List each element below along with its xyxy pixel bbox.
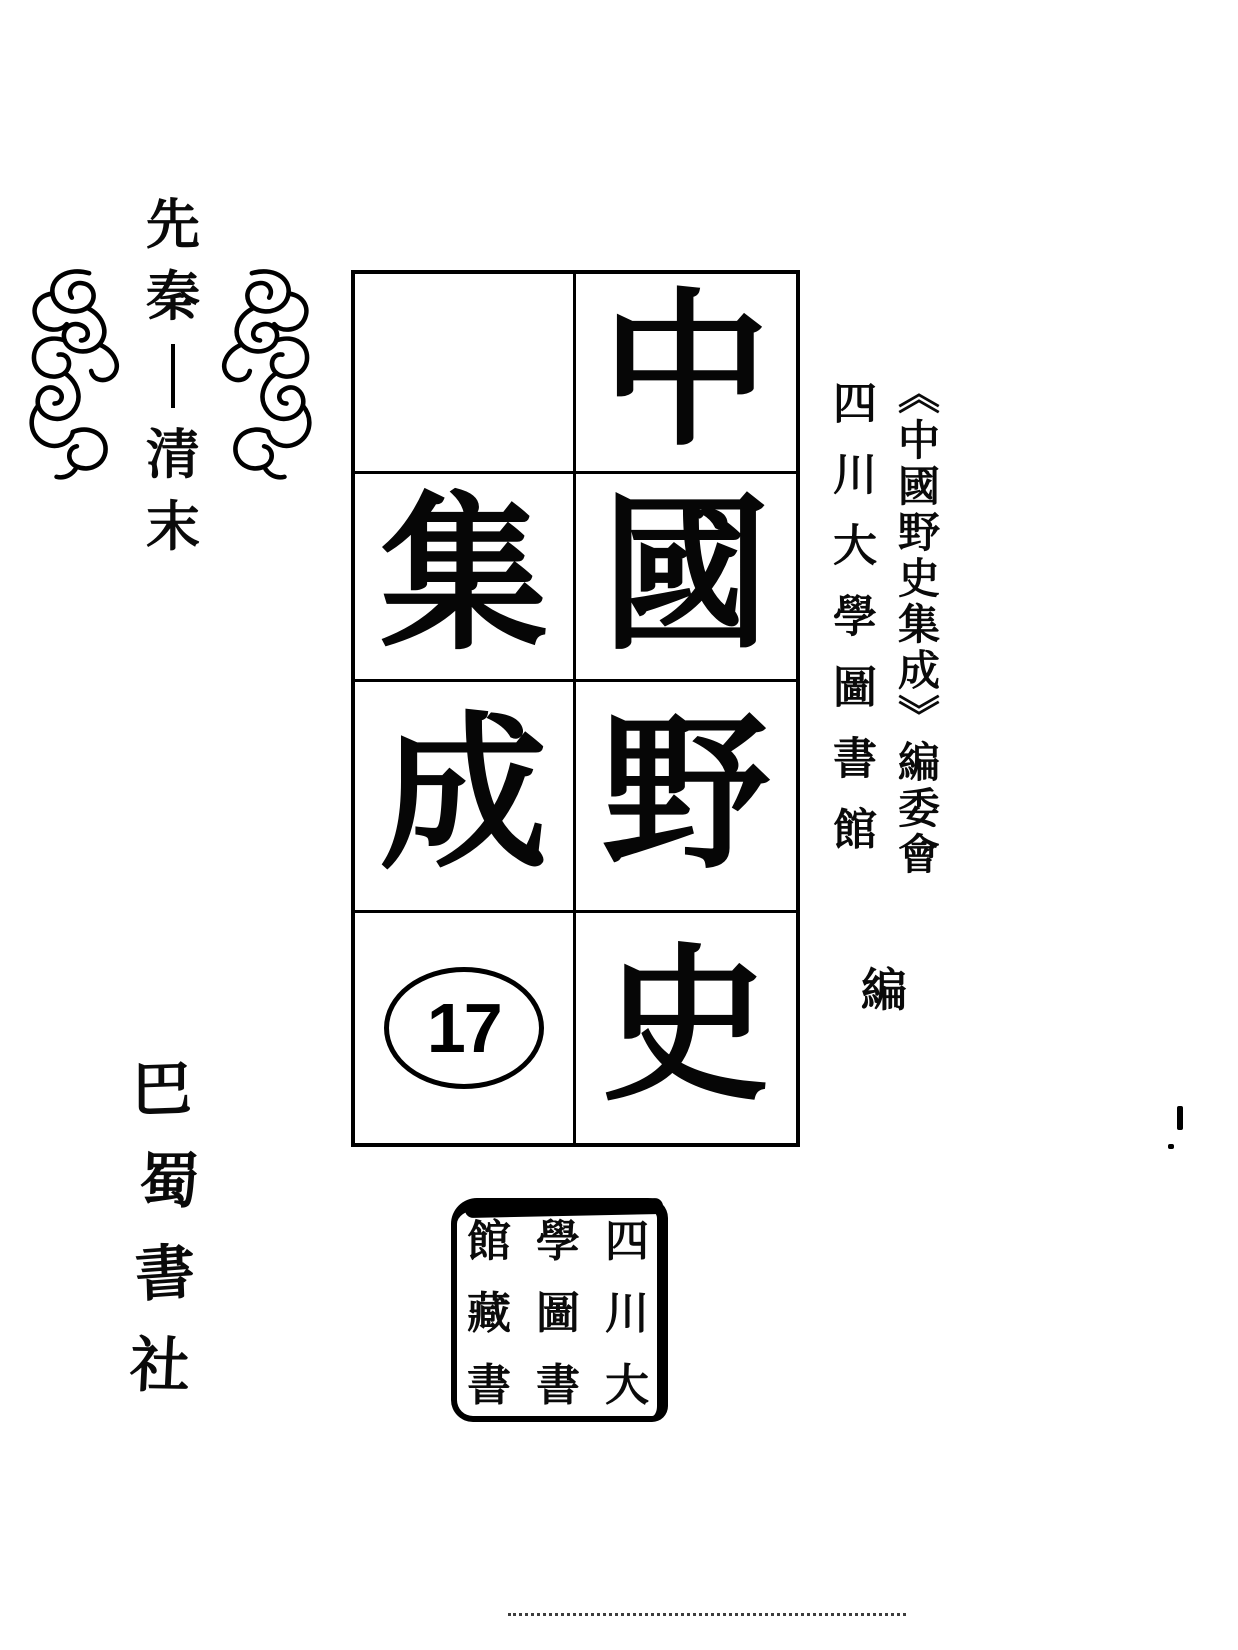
title-grid — [351, 270, 800, 1147]
scan-speck — [1177, 1106, 1183, 1130]
editor-suffix: 編 — [861, 965, 907, 1016]
title-grid-cell: 史 — [601, 935, 770, 1121]
title-grid-cell: 成 — [355, 682, 576, 913]
seal-char: 館 — [467, 1217, 511, 1266]
title-grid-cell: 野 — [576, 682, 797, 913]
title-grid-cell: 國 — [576, 474, 797, 682]
seal-column — [605, 1217, 649, 1410]
title-grid-cell: 中 — [576, 274, 797, 474]
seal-char: 大 — [605, 1361, 649, 1410]
title-grid-cell-volume — [355, 913, 576, 1143]
title-grid-cell-empty — [355, 274, 576, 474]
era-char: 末 — [146, 497, 200, 557]
seal-char: 學 — [536, 1217, 580, 1266]
era-range-label — [141, 195, 205, 557]
editorial-board-line: 《中國野史集成》編委會 — [892, 372, 938, 878]
library-collection-seal — [451, 1198, 668, 1422]
seal-column — [536, 1217, 580, 1410]
publisher-char: 蜀 — [137, 1148, 201, 1215]
seal-char: 四 — [605, 1217, 649, 1266]
scan-speck — [1168, 1144, 1174, 1149]
seal-char: 川 — [605, 1289, 649, 1338]
seal-char: 圖 — [536, 1289, 580, 1338]
seal-char: 藏 — [467, 1289, 511, 1338]
title-grid-cell: 集 — [355, 474, 576, 682]
era-char: 先 — [146, 195, 200, 255]
library-line: 四川大學圖書館 — [826, 380, 875, 877]
publisher-name — [116, 1055, 208, 1400]
era-char: 秦 — [146, 267, 200, 327]
scan-noise-dotted-line — [508, 1613, 906, 1616]
cloud-scroll-ornament-right-icon — [203, 266, 315, 482]
publisher-char: 書 — [133, 1238, 197, 1309]
era-dash-line — [171, 344, 175, 408]
cloud-scroll-ornament-left-icon — [26, 266, 138, 482]
era-char: 清 — [146, 425, 200, 485]
seal-char: 書 — [536, 1361, 580, 1410]
seal-column — [467, 1217, 511, 1410]
seal-char: 書 — [467, 1361, 511, 1410]
publisher-char: 社 — [128, 1332, 192, 1400]
volume-number-badge: 17 — [384, 967, 544, 1089]
publisher-char: 巴 — [132, 1055, 192, 1124]
